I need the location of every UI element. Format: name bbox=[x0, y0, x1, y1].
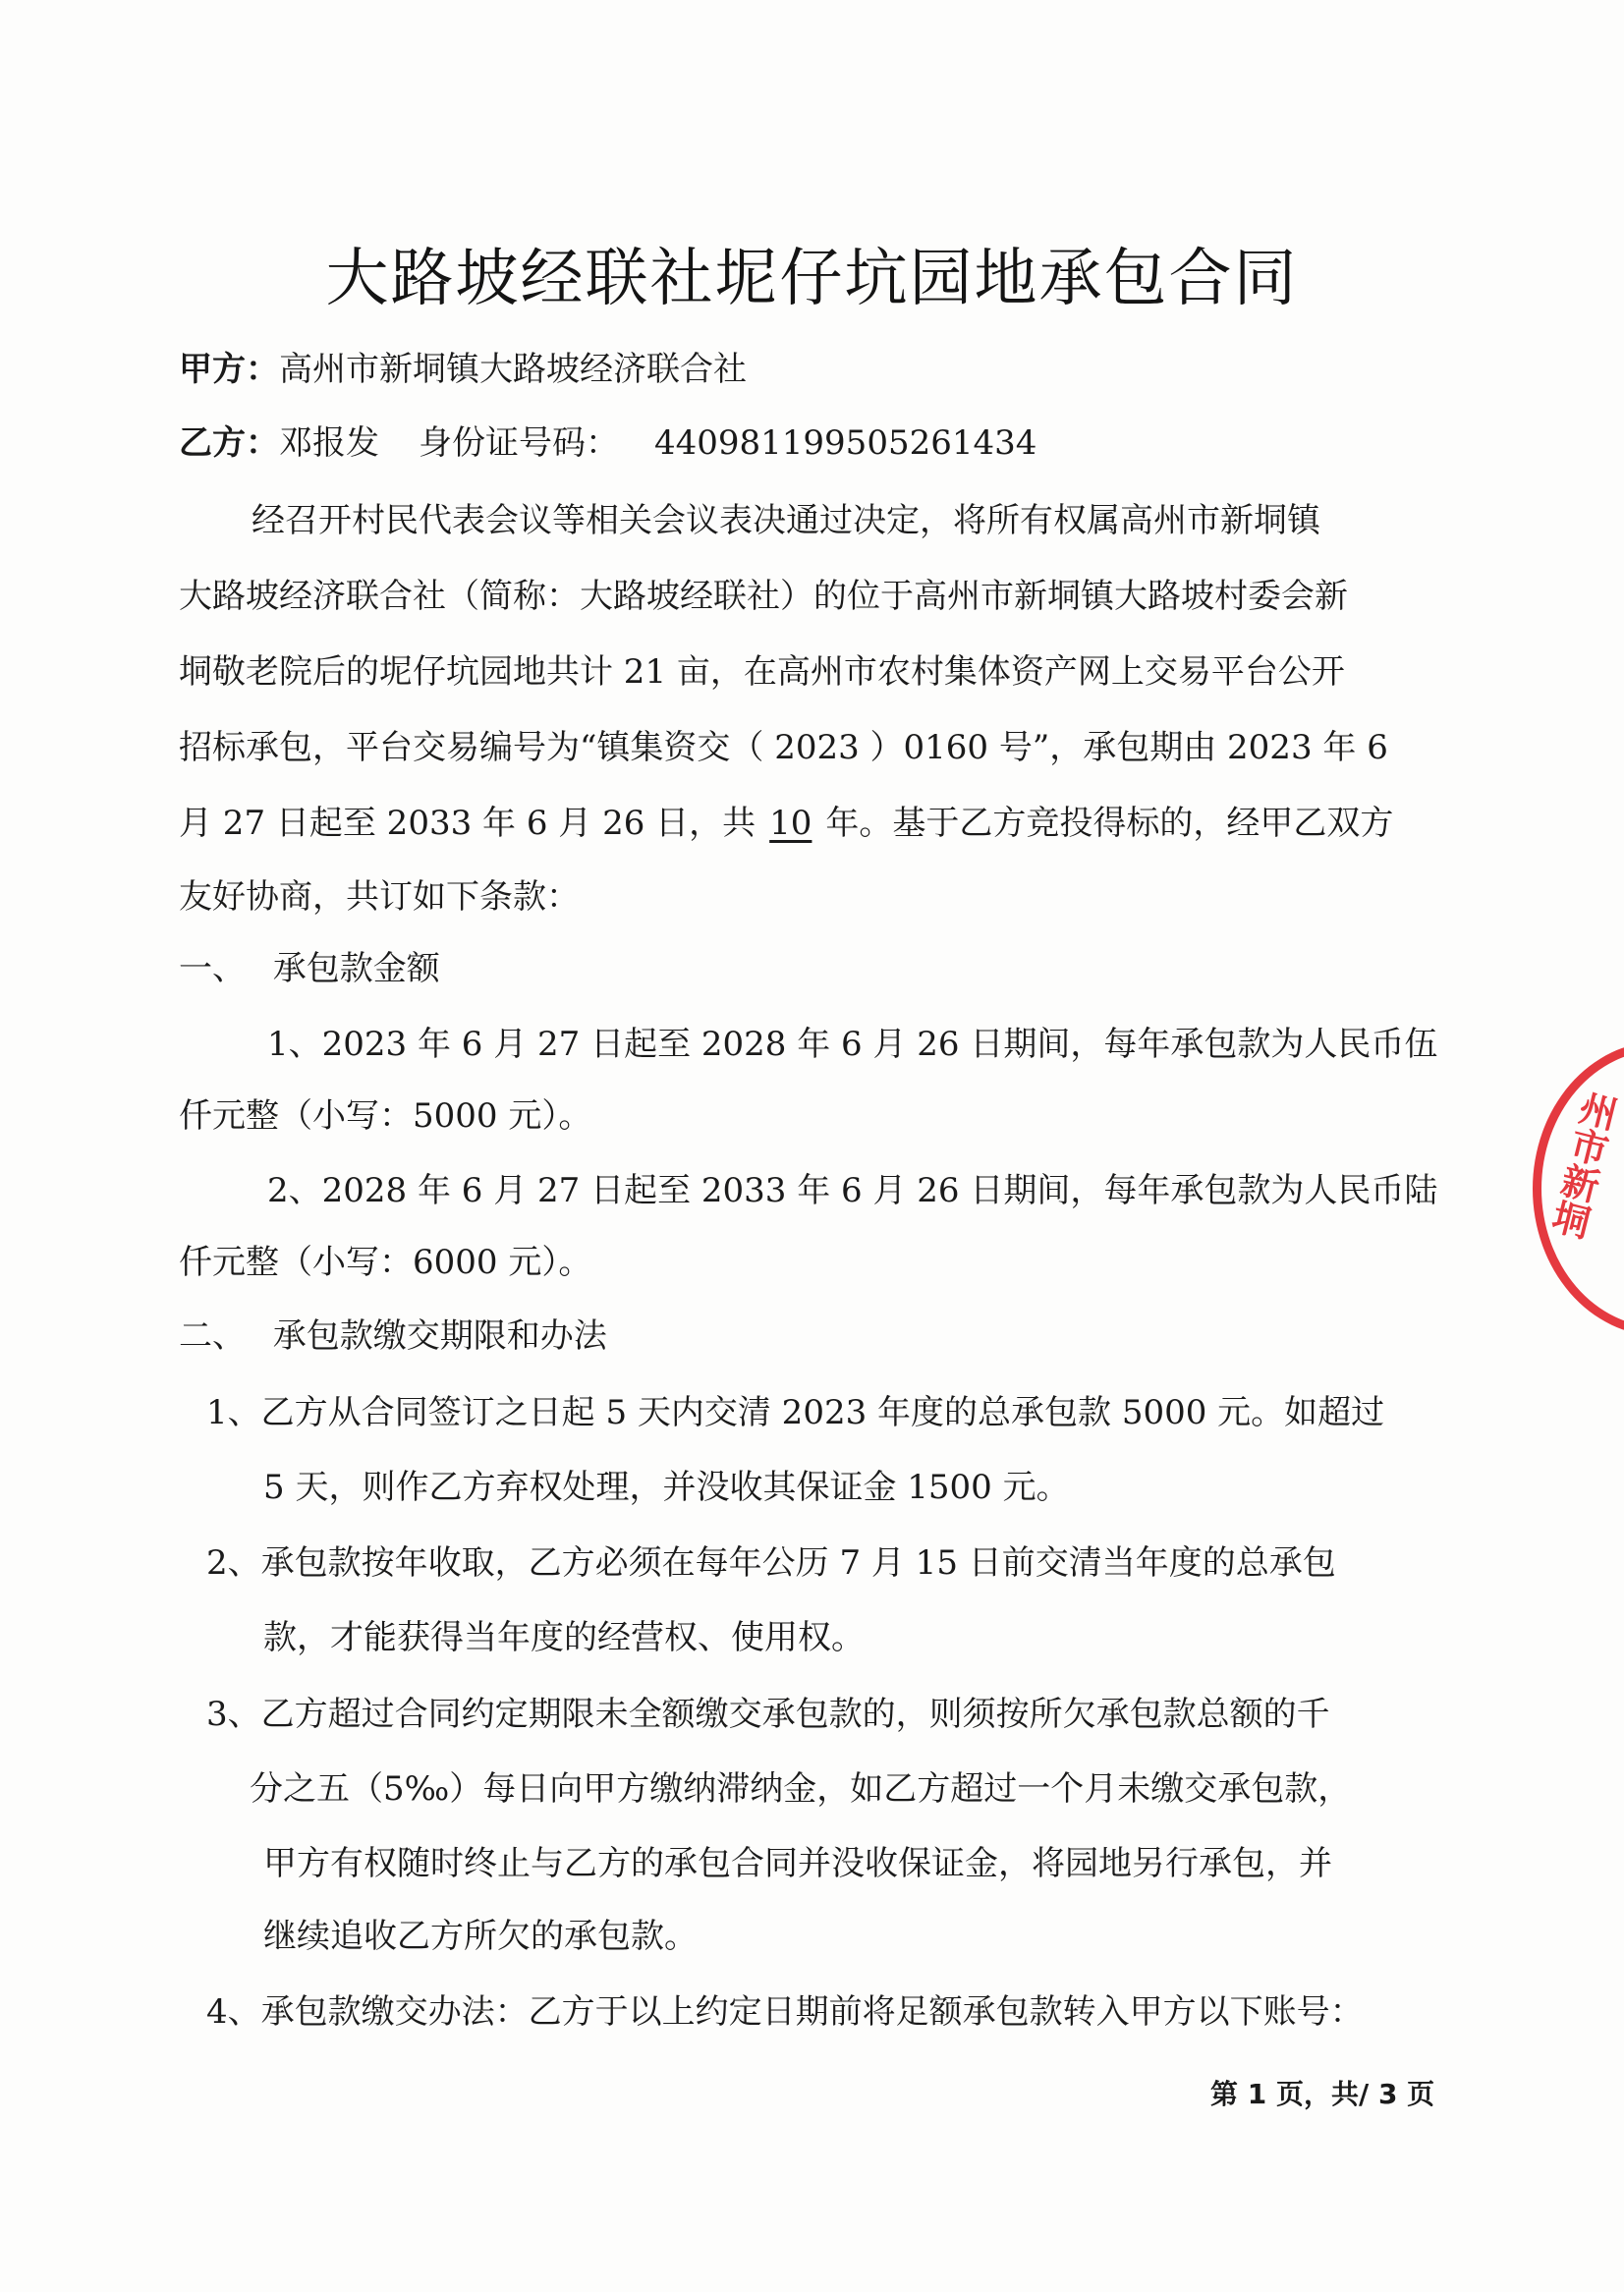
page-footer: 第 1 页，共/ 3 页 bbox=[1210, 2078, 1435, 2110]
section-2-item-3-line-1: 3、乙方超过合同约定期限未全额缴交承包款的，则须按所欠承包款总额的千 bbox=[206, 1695, 1330, 1734]
section-2-item-2-line-2: 款，才能获得当年度的经营权、使用权。 bbox=[263, 1618, 865, 1657]
contract-years: 10 bbox=[769, 804, 812, 843]
seal-text: 州市新垌 bbox=[1542, 1086, 1621, 1242]
red-seal-stamp bbox=[1533, 1041, 1624, 1336]
section-1-item-1-line-2: 仟元整（小写：5000 元）。 bbox=[179, 1096, 592, 1136]
section-2-item-3-line-3: 甲方有权随时终止与乙方的承包合同并没收保证金，将园地另行承包，并 bbox=[263, 1844, 1332, 1883]
section-2-item-2-line-1: 2、承包款按年收取，乙方必须在每年公历 7 月 15 日前交清当年度的总承包 bbox=[206, 1543, 1336, 1583]
section-1-heading: 一、 承包款金额 bbox=[179, 949, 440, 988]
party-b-name: 邓报发 bbox=[279, 423, 379, 463]
intro-line-4: 招标承包，平台交易编号为“镇集资交（ 2023 ）0160 号”，承包期由 2023 年 6 bbox=[179, 728, 1388, 767]
id-label: 身份证号码： bbox=[419, 423, 619, 463]
section-2-item-1-line-1: 1、乙方从合同签订之日起 5 天内交清 2023 年度的总承包款 5000 元。如超过 bbox=[206, 1393, 1385, 1432]
intro-line-5 bbox=[179, 804, 1393, 844]
intro-line-5-pre: 月 27 日起至 2033 年 6 月 26 日，共 bbox=[179, 804, 756, 843]
party-b-line bbox=[179, 423, 1036, 464]
intro-line-3: 垌敬老院后的坭仔坑园地共计 21 亩，在高州市农村集体资产网上交易平台公开 bbox=[179, 652, 1345, 692]
intro-line-6: 友好协商，共订如下条款： bbox=[179, 877, 580, 917]
party-a-value: 高州市新垌镇大路坡经济联合社 bbox=[279, 350, 747, 389]
intro-line-2: 大路坡经济联合社（简称：大路坡经联社）的位于高州市新垌镇大路坡村委会新 bbox=[179, 577, 1348, 616]
section-1-item-1-line-1: 1、2023 年 6 月 27 日起至 2028 年 6 月 26 日期间，每年承包款为人民币伍 bbox=[267, 1025, 1438, 1064]
intro-line-1: 经召开村民代表会议等相关会议表决通过决定，将所有权属高州市新垌镇 bbox=[252, 501, 1320, 540]
party-a-line bbox=[179, 350, 747, 390]
section-2-item-3-line-4: 继续追收乙方所欠的承包款。 bbox=[263, 1917, 698, 1956]
section-2-item-3-line-2: 分之五（5‰）每日向甲方缴纳滞纳金，如乙方超过一个月未缴交承包款， bbox=[250, 1769, 1352, 1809]
section-2-item-4-line-1: 4、承包款缴交办法：乙方于以上约定日期前将足额承包款转入甲方以下账号： bbox=[206, 1992, 1364, 2032]
section-2-heading: 二、 承包款缴交期限和办法 bbox=[179, 1316, 607, 1356]
id-number: 440981199505261434 bbox=[654, 423, 1037, 463]
document-title: 大路坡经联社坭仔坑园地承包合同 bbox=[325, 243, 1299, 315]
party-a-label: 甲方： bbox=[179, 350, 279, 389]
party-b-label: 乙方： bbox=[179, 423, 279, 463]
section-1-item-2-line-2: 仟元整（小写：6000 元）。 bbox=[179, 1243, 592, 1282]
section-2-item-1-line-2: 5 天，则作乙方弃权处理，并没收其保证金 1500 元。 bbox=[263, 1468, 1070, 1507]
section-1-item-2-line-1: 2、2028 年 6 月 27 日起至 2033 年 6 月 26 日期间，每年承包款为人民币陆 bbox=[267, 1171, 1438, 1210]
intro-line-5-post: 年。基于乙方竞投得标的，经甲乙双方 bbox=[825, 804, 1394, 843]
